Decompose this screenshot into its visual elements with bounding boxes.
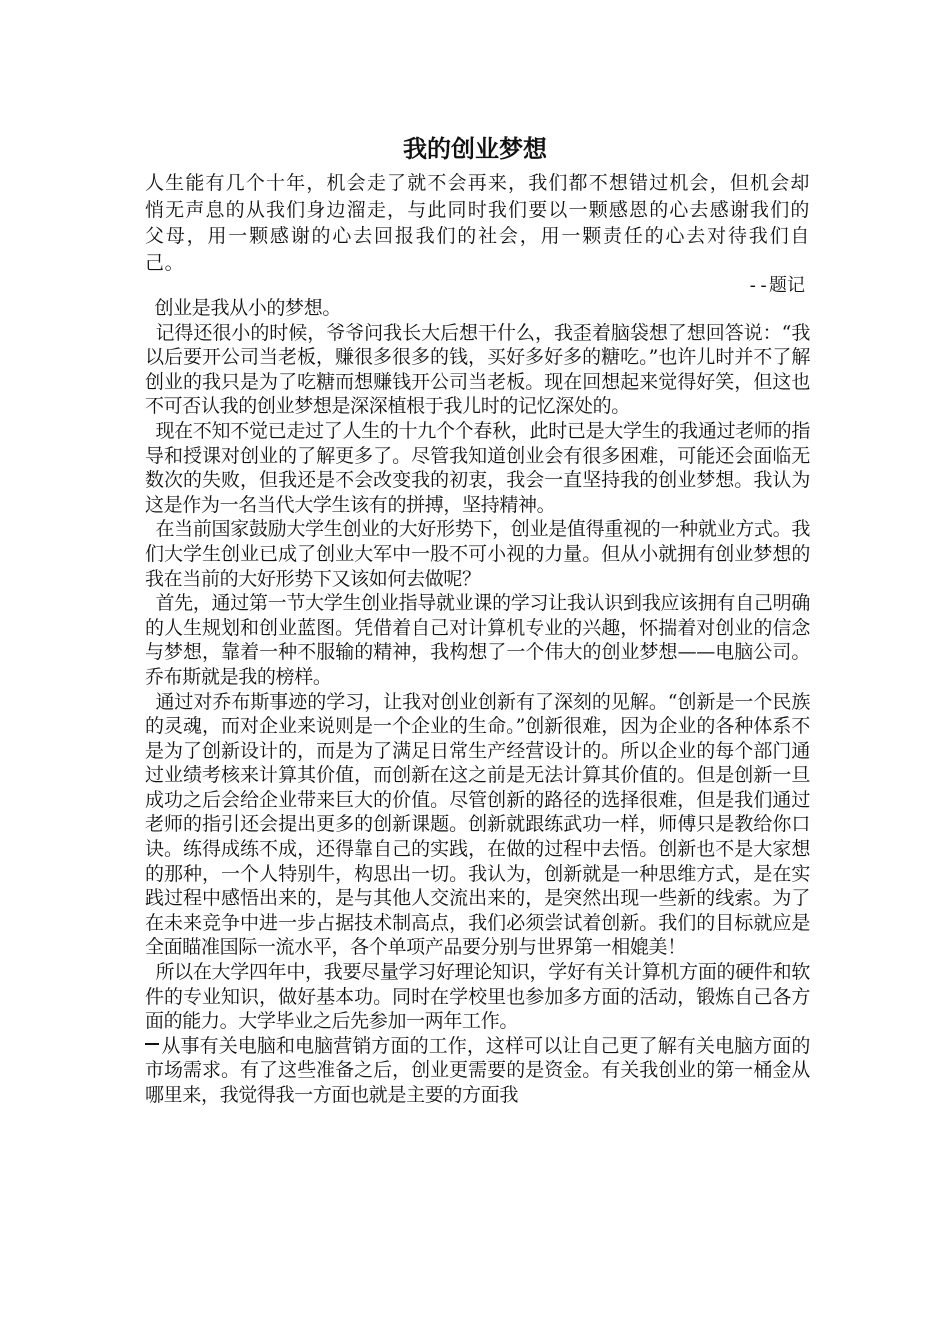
epigraph-signature: --题记 xyxy=(747,275,805,296)
document-title: 我的创业梦想 xyxy=(403,134,547,163)
body-paragraph: 现在不知不觉已走过了人生的十九个个春秋，此时已是大学生的我通过老师的指导和授课对创业的了解更多了。尽管我知道创业会有很多困难，可能还会面临无数次的失败，但我还是不会改变我的初衷，我会一直坚持我的创业梦想。我认为这是作为一名当代大学生该有的拼搏，坚持精神。 xyxy=(145,419,810,516)
body-paragraph-text: 从事有关电脑和电脑营销方面的工作，这样可以让自己更了解有关电脑方面的市场需求。有了这些准备之后，创业更需要的是资金。有关我创业的第一桶金从哪里来，我觉得我一方面也就是主要的方面我 xyxy=(145,1034,810,1106)
body-paragraph: 通过对乔布斯事迹的学习，让我对创业创新有了深刻的见解。“创新是一个民族的灵魂，而对企业来说则是一个企业的生命。”创新很难，因为企业的各种体系不是为了创新设计的，而是为了满足日常生产经营设计的。所以企业的每个部门通过业绩考核来计算其价值，而创新在这之前是无法计算其价值的。但是创新一旦成功之后会给企业带来巨大的价值。尽管创新的路径的选择很难，但是我们通过老师的指引还会提出更多的创新课题。创新就跟练武功一样，师傅只是教给你口诀。练得成练不成，还得靠自己的实践，在做的过程中去悟。创新也不是大家想的那种，一个人特别牛，构思出一切。我认为，创新就是一种思维方式，是在实践过程中感悟出来的，是与其他人交流出来的，是突然出现一些新的线索。为了在未来竞争中进一步占据技术制高点，我们必须尝试着创新。我们的目标就应是全面瞄准国际一流水平，各个单项产品要分别与世界第一相媲美！ xyxy=(145,690,810,959)
body-paragraph: 首先，通过第一节大学生创业指导就业课的学习让我认识到我应该拥有自己明确的人生规划和创业蓝图。凭借着自己对计算机专业的兴趣，怀揣着对创业的信念与梦想，靠着一种不服输的精神，我构想了一个伟大的创业梦想——电脑公司。乔布斯就是我的榜样。 xyxy=(145,592,810,688)
body-paragraph: 所以在大学四年中，我要尽量学习好理论知识，学好有关计算机方面的硬件和软件的专业知识，做好基本功。同时在学校里也参加多方面的活动，锻炼自己各方面的能力。大学毕业之后先参加一两年工作。 xyxy=(145,961,810,1033)
body-paragraph: 创业是我从小的梦想。 xyxy=(154,297,342,319)
body-paragraph: 记得还很小的时候，爷爷问我长大后想干什么，我歪着脑袋想了想回答说：“我以后要开公司当老板，赚很多很多的钱，买好多好多的糖吃。”也许儿时并不了解创业的我只是为了吃糖而想赚钱开公司当老板。现在回想起来觉得好笑，但这也不可否认我的创业梦想是深深植根于我儿时的记忆深处的。 xyxy=(145,321,810,418)
document-body xyxy=(145,296,810,1108)
break-mark-icon xyxy=(145,1043,159,1051)
epigraph-paragraph: 人生能有几个十年，机会走了就不会再来，我们都不想错过机会，但机会却悄无声息的从我们身边溜走，与此同时我们要以一颗感恩的心去感谢我们的父母，用一颗感谢的心去回报我们的社会，用一颗责任的心去对待我们自己。 xyxy=(145,172,810,274)
body-paragraph-continued xyxy=(145,1034,810,1108)
body-paragraph: 在当前国家鼓励大学生创业的大好形势下，创业是值得重视的一种就业方式。我们大学生创业已成了创业大军中一股不可小视的力量。但从小就拥有创业梦想的我在当前的大好形势下又该如何去做呢？ xyxy=(145,518,810,590)
